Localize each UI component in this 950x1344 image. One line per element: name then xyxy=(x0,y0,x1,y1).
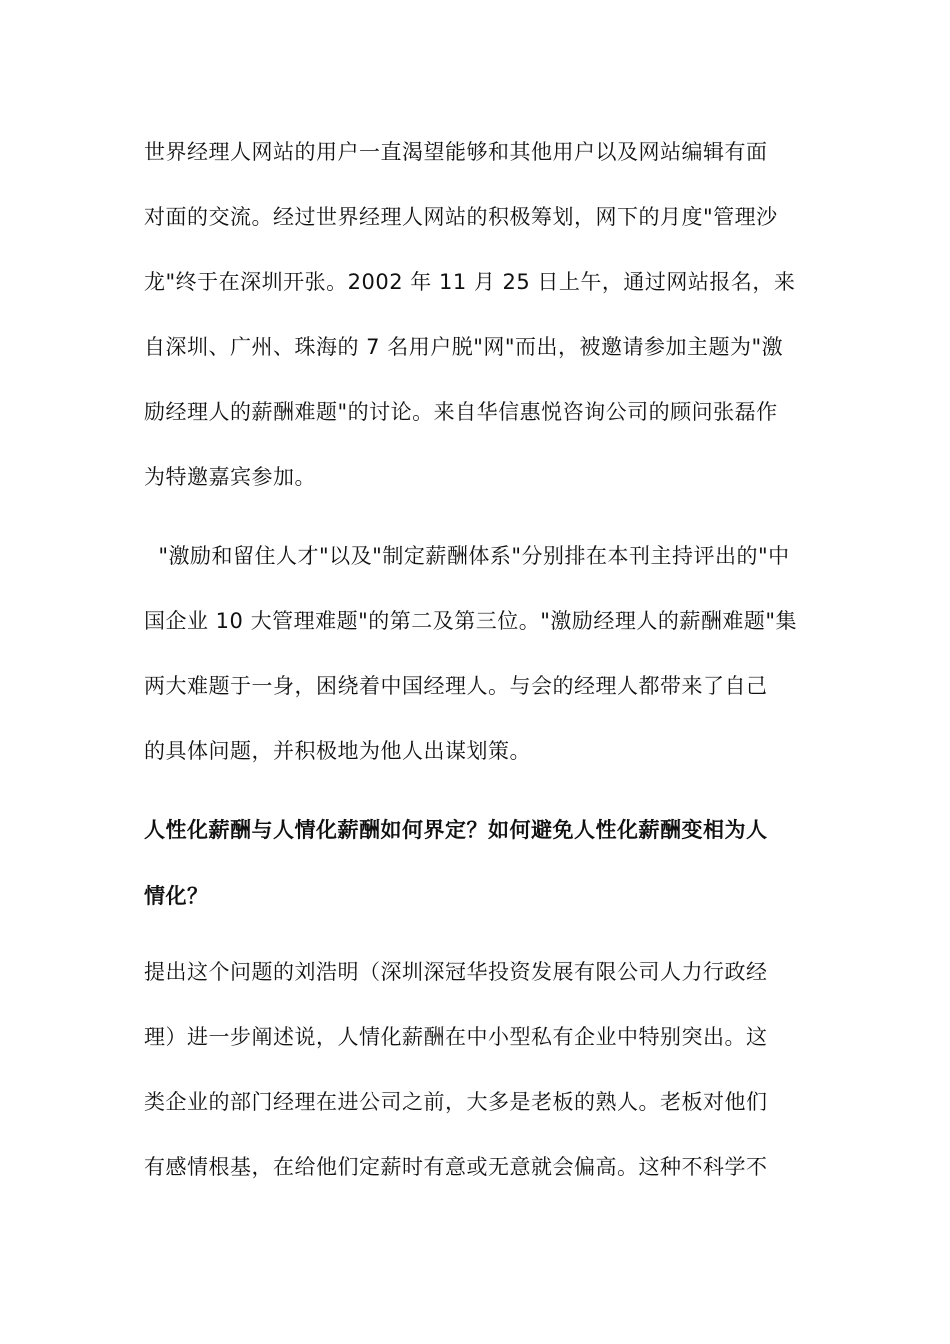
paragraph-line: 提出这个问题的刘浩明（深圳深冠华投资发展有限公司人力行政经 xyxy=(144,960,768,984)
paragraph-line: 两大难题于一身，困绕着中国经理人。与会的经理人都带来了自己 xyxy=(144,674,768,698)
paragraph-intro xyxy=(144,120,824,510)
paragraph-line: 理）进一步阐述说，人情化薪酬在中小型私有企业中特别突出。这 xyxy=(144,1025,768,1049)
heading-line: 情化？ xyxy=(144,884,209,908)
heading-line: 人性化薪酬与人情化薪酬如何界定？如何避免人性化薪酬变相为人 xyxy=(144,818,768,842)
paragraph-line: 龙"终于在深圳开张。2002 年 11 月 25 日上午，通过网站报名，来 xyxy=(144,270,796,294)
paragraph-ranking xyxy=(144,524,824,784)
paragraph-line: 的具体问题，并积极地为他人出谋划策。 xyxy=(144,739,531,763)
paragraph-line: 国企业 10 大管理难题"的第二及第三位。"激励经理人的薪酬难题"集 xyxy=(144,609,798,633)
paragraph-line: "激励和留住人才"以及"制定薪酬体系"分别排在本刊主持评出的"中 xyxy=(144,544,790,568)
paragraph-line: 为特邀嘉宾参加。 xyxy=(144,465,316,489)
paragraph-line: 对面的交流。经过世界经理人网站的积极筹划，网下的月度"管理沙 xyxy=(144,205,778,229)
paragraph-line: 励经理人的薪酬难题"的讨论。来自华信惠悦咨询公司的顾问张磊作 xyxy=(144,400,778,424)
paragraph-line: 类企业的部门经理在进公司之前，大多是老板的熟人。老板对他们 xyxy=(144,1090,768,1114)
paragraph-question xyxy=(144,940,824,1200)
paragraph-line: 有感情根基，在给他们定薪时有意或无意就会偏高。这种不科学不 xyxy=(144,1155,768,1179)
paragraph-line: 自深圳、广州、珠海的 7 名用户脱"网"而出，被邀请参加主题为"激 xyxy=(144,335,784,359)
section-heading xyxy=(144,797,824,929)
paragraph-line: 世界经理人网站的用户一直渴望能够和其他用户以及网站编辑有面 xyxy=(144,140,768,164)
